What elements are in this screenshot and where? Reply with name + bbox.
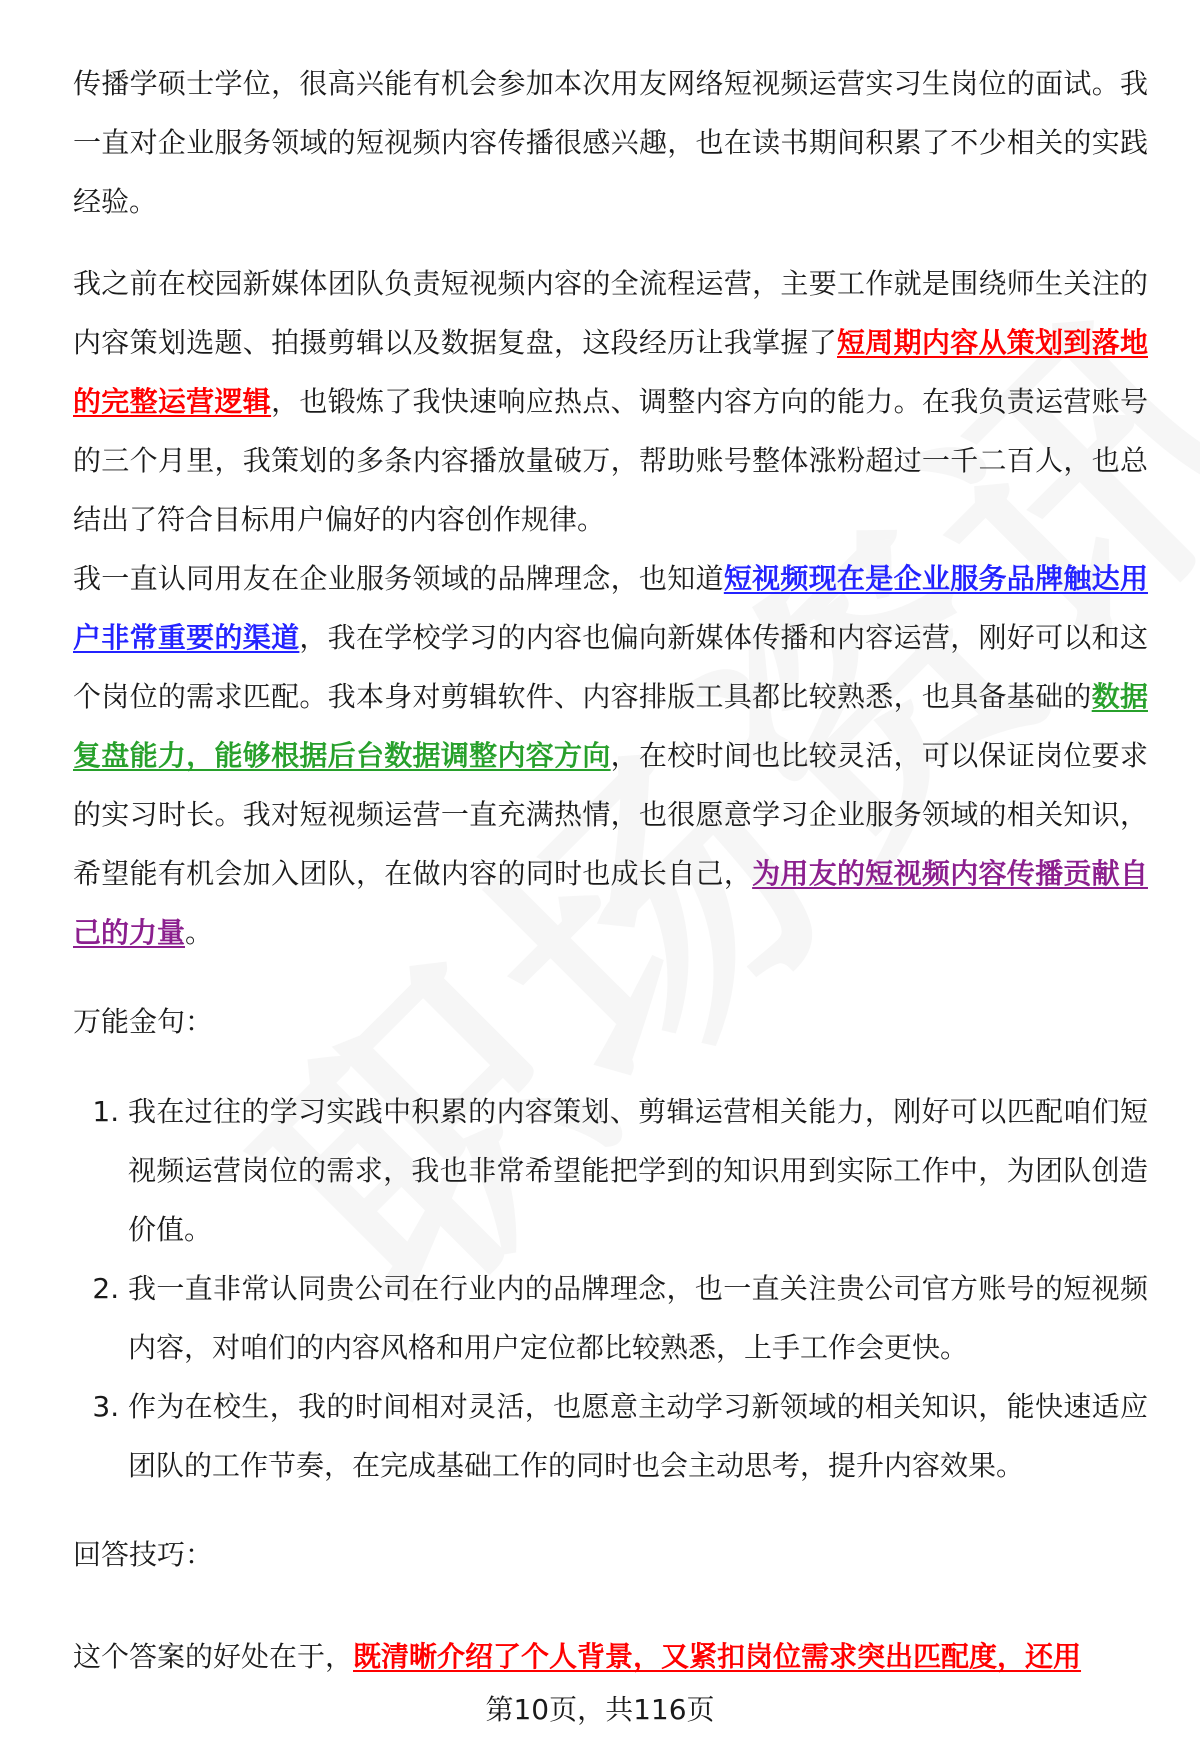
list-item: 3. 作为在校生，我的时间相对灵活，也愿意主动学习新领域的相关知识，能快速适应团队的工作节奏，在完成基础工作的同时也会主动思考，提升内容效果。 — [128, 1377, 1148, 1495]
highlight-blue: 短视频现在是企业服务品牌触达用户非常重要的渠道 — [73, 562, 1148, 654]
text-segment: ，我在学校学习的内容也偏向新媒体传播和内容运营，刚好可以和这个岗位的需求匹配。我本身对剪辑软件、内容排版工具都比较熟悉，也具备基础的 — [73, 621, 1148, 713]
text-segment: ，在校时间也比较灵活，可以保证岗位要求的实习时长。我对短视频运营一直充满热情，也很愿意学习企业服务领域的相关知识，希望能有机会加入团队，在做内容的同时也成长自己， — [73, 739, 1148, 890]
paragraph-experience — [73, 254, 1148, 549]
text-segment: 。 — [185, 916, 214, 949]
highlight-red: 既清晰介绍了个人背景，又紧扣岗位需求突出匹配度，还用 — [353, 1640, 1082, 1673]
list-item: 1. 我在过往的学习实践中积累的内容策划、剪辑运营相关能力，刚好可以匹配咱们短视频运营岗位的需求，我也非常希望能把学到的知识用到实际工作中，为团队创造价值。 — [128, 1082, 1148, 1259]
document-body — [73, 54, 1148, 1584]
text-segment: 我一直认同用友在企业服务领域的品牌理念，也知道 — [73, 562, 724, 595]
text-segment: ，也锻炼了我快速响应热点、调整内容方向的能力。在我负责运营账号的三个月里，我策划的多条内容播放量破万，帮助账号整体涨粉超过一千二百人，也总结出了符合目标用户偏好的内容创作规律。 — [73, 385, 1148, 536]
highlight-purple: 为用友的短视频内容传播贡献自己的力量 — [73, 857, 1148, 949]
golden-sentences-list — [73, 1082, 1148, 1495]
highlight-green: 数据复盘能力，能够根据后台数据调整内容方向 — [73, 680, 1148, 772]
golden-sentences-heading: 万能金句： — [73, 1005, 214, 1038]
paragraph-motivation — [73, 549, 1148, 962]
answer-tips-heading: 回答技巧： — [73, 1538, 214, 1571]
page-number: 第10页，共116页 — [485, 1693, 715, 1726]
text-segment: 这个答案的好处在于， — [73, 1640, 354, 1673]
list-item: 2. 我一直非常认同贵公司在行业内的品牌理念，也一直关注贵公司官方账号的短视频内容，对咱们的内容风格和用户定位都比较熟悉，上手工作会更快。 — [128, 1259, 1148, 1377]
text-segment: 我之前在校园新媒体团队负责短视频内容的全流程运营，主要工作就是围绕师生关注的内容策划选题、拍摄剪辑以及数据复盘，这段经历让我掌握了 — [73, 267, 1148, 359]
paragraph-intro: 传播学硕士学位，很高兴能有机会参加本次用友网络短视频运营实习生岗位的面试。我一直对企业服务领域的短视频内容传播很感兴趣，也在读书期间积累了不少相关的实践经验。 — [73, 67, 1148, 218]
paragraph-tips-partial — [73, 1627, 1148, 1686]
highlight-red: 短周期内容从策划到落地的完整运营逻辑 — [73, 326, 1148, 418]
